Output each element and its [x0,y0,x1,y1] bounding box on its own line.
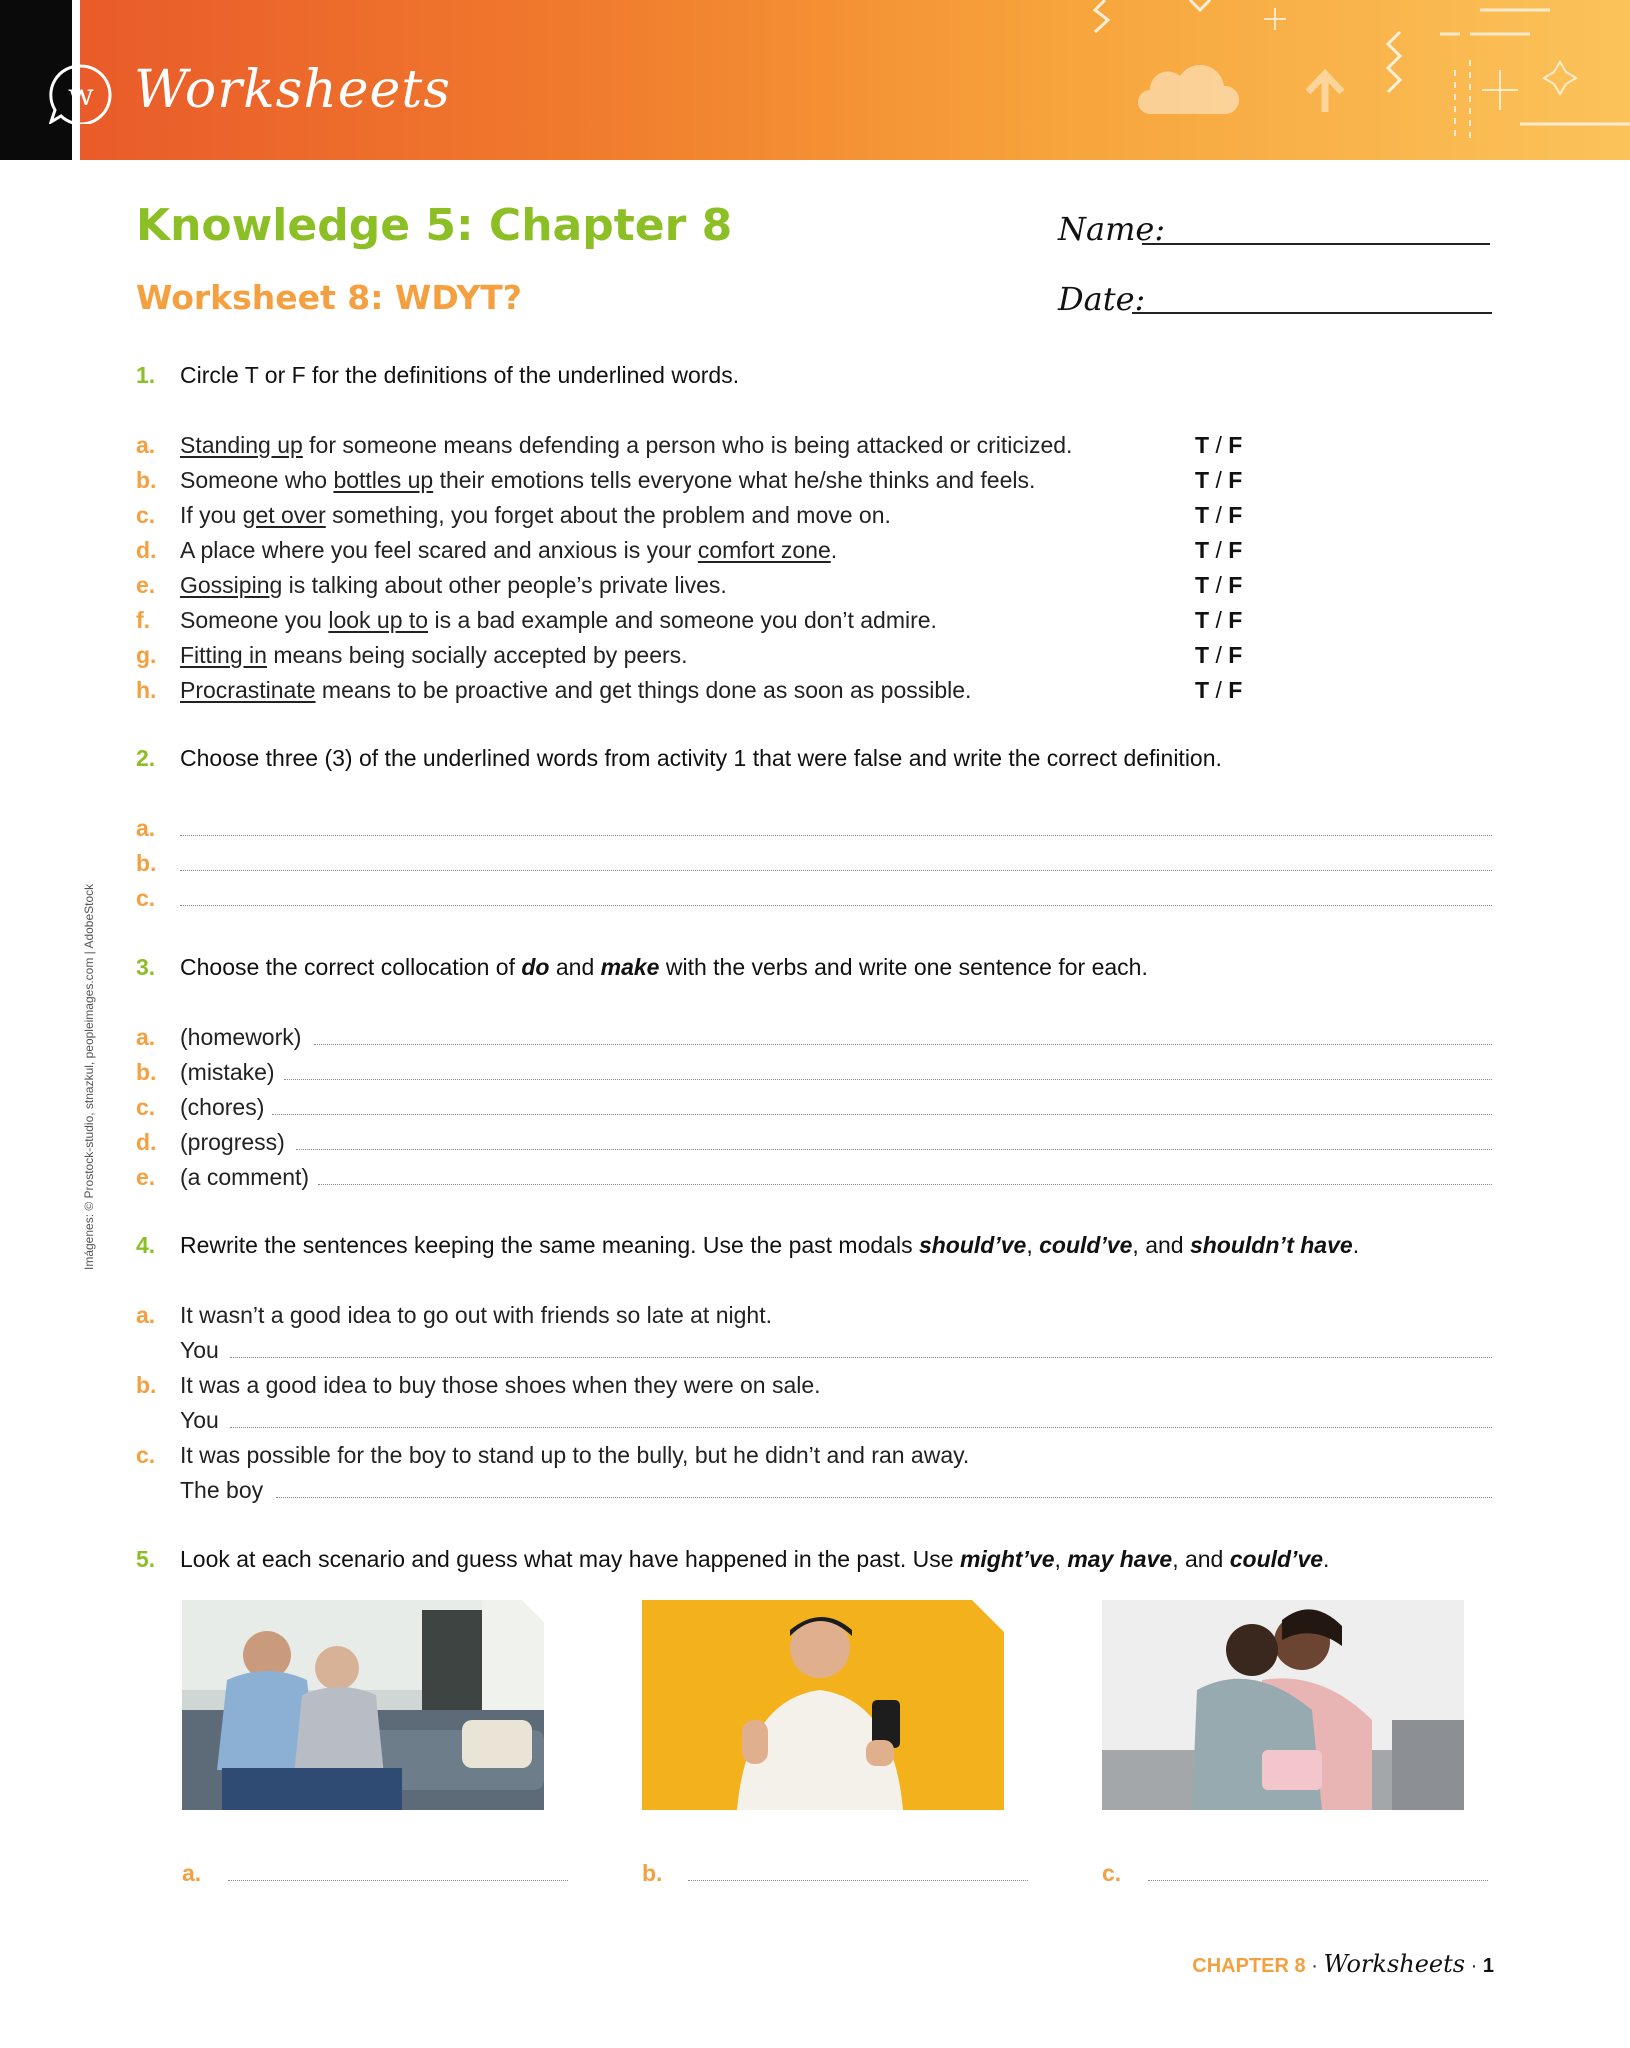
true-false-choice[interactable]: T / F [1195,572,1243,598]
answer-line[interactable] [272,1114,1492,1115]
item-letter: f. [136,607,151,633]
verb-prompt: (a comment) [180,1164,310,1190]
true-option[interactable]: T [1195,677,1210,703]
statement-text: Someone you look up to is a bad example and someone you don’t admire. [180,607,937,633]
footer-chapter: CHAPTER 8 [1192,1955,1306,1977]
scenario-photo-hugging-couple [1102,1600,1464,1810]
true-false-choice[interactable]: T / F [1195,467,1243,493]
answer-line[interactable] [180,905,1492,906]
sentence-starter: The boy [180,1477,264,1503]
statement-text: A place where you feel scared and anxious is your comfort zone. [180,537,838,563]
question-3-text: Choose the correct collocation of do and make with the verbs and write one sentence for each. [180,954,1148,980]
scenario-photo-elderly-couple [182,1600,544,1810]
answer-line[interactable] [180,870,1492,871]
underlined-word: get over [242,502,326,528]
true-false-choice[interactable]: T / F [1195,677,1243,703]
true-option[interactable]: T [1195,642,1210,668]
verb-prompt: (mistake) [180,1059,275,1085]
underlined-word: Procrastinate [180,677,316,703]
brand-title: Worksheets [134,60,451,120]
true-option[interactable]: T [1195,502,1210,528]
answer-line[interactable] [688,1880,1028,1881]
false-option[interactable]: F [1228,467,1243,493]
item-letter: c. [136,885,156,911]
date-field[interactable] [1132,312,1492,314]
false-option[interactable]: F [1228,537,1243,563]
original-sentence: It wasn’t a good idea to go out with friends so late at night. [180,1302,772,1328]
question-5-text: Look at each scenario and guess what may have happened in the past. Use might’ve, may have, and could’ve. [180,1546,1330,1572]
page-title: Knowledge 5: Chapter 8 [136,200,733,251]
item-letter: a. [136,815,156,841]
item-letter: b. [136,850,157,876]
question-number: 1. [136,362,156,388]
original-sentence: It was possible for the boy to stand up to the bully, but he didn’t and ran away. [180,1442,970,1468]
false-option[interactable]: F [1228,572,1243,598]
item-letter: d. [136,1129,157,1155]
underlined-word: Gossiping [180,572,283,598]
statement-text: Standing up for someone means defending a person who is being attacked or criticized. [180,432,1073,458]
question-number: 3. [136,954,156,980]
name-field[interactable] [1142,243,1490,245]
false-option[interactable]: F [1228,642,1243,668]
answer-line[interactable] [180,835,1492,836]
item-letter: b. [136,1372,157,1398]
item-letter: e. [136,1164,156,1190]
answer-line[interactable] [318,1184,1492,1185]
sentence-starter: You [180,1337,219,1363]
answer-line[interactable] [314,1044,1492,1045]
underlined-word: Fitting in [180,642,267,668]
true-false-choice[interactable]: T / F [1195,642,1243,668]
statement-text: Fitting in means being socially accepted by peers. [180,642,688,668]
worksheet-subtitle: Worksheet 8: WDYT? [136,278,522,317]
true-false-choice[interactable]: T / F [1195,537,1243,563]
statement-text: Gossiping is talking about other people’s private lives. [180,572,727,598]
scenario-photo-excited-man [642,1600,1004,1810]
true-option[interactable]: T [1195,467,1210,493]
item-letter: b. [136,467,157,493]
true-option[interactable]: T [1195,537,1210,563]
true-false-choice[interactable]: T / F [1195,432,1243,458]
underlined-word: look up to [328,607,429,633]
answer-line[interactable] [276,1497,1492,1498]
item-letter: a. [136,432,156,458]
underlined-word: comfort zone [697,537,831,563]
page-number: 1 [1482,1955,1494,1977]
verb-prompt: (chores) [180,1094,265,1120]
item-letter: a. [136,1302,156,1328]
answer-line[interactable] [228,1880,568,1881]
false-option[interactable]: F [1228,607,1243,633]
question-number: 2. [136,745,156,771]
true-false-choice[interactable]: T / F [1195,502,1243,528]
question-1-text: Circle T or F for the definitions of the underlined words. [180,362,740,388]
answer-line[interactable] [230,1427,1492,1428]
item-letter: c. [1102,1860,1122,1886]
question-number: 5. [136,1546,156,1572]
question-4-text: Rewrite the sentences keeping the same meaning. Use the past modals should’ve, could’ve, and shouldn’t have. [180,1232,1360,1258]
date-label: Date: [1058,280,1146,318]
verb-prompt: (progress) [180,1129,285,1155]
item-letter: h. [136,677,157,703]
logo-letter: w [68,78,94,113]
false-option[interactable]: F [1228,432,1243,458]
answer-line[interactable] [230,1357,1492,1358]
underlined-word: bottles up [333,467,434,493]
question-number: 4. [136,1232,156,1258]
item-letter: b. [136,1059,157,1085]
sentence-starter: You [180,1407,219,1433]
item-letter: e. [136,572,156,598]
answer-line[interactable] [1148,1880,1488,1881]
verb-prompt: (homework) [180,1024,302,1050]
item-letter: g. [136,642,157,668]
answer-line[interactable] [296,1149,1492,1150]
true-option[interactable]: T [1195,607,1210,633]
item-letter: c. [136,502,156,528]
image-credit: Imágenes: © Prostock-studio, stnazkul, peopleimages.com | AdobeStock [82,883,96,1270]
decorative-doodles [1090,0,1630,160]
item-letter: c. [136,1442,156,1468]
name-label: Name: [1058,210,1166,248]
item-letter: b. [642,1860,663,1886]
true-option[interactable]: T [1195,572,1210,598]
question-2-text: Choose three (3) of the underlined words from activity 1 that were false and write the correct definition. [180,745,1222,771]
answer-line[interactable] [284,1079,1492,1080]
statement-text: Procrastinate means to be proactive and get things done as soon as possible. [180,677,972,703]
logo-icon [44,62,118,124]
item-letter: d. [136,537,157,563]
underlined-word: Standing up [180,432,303,458]
page-footer: CHAPTER 8 · Worksheets · 1 [1192,1950,1494,1978]
footer-brand: Worksheets [1323,1950,1466,1978]
true-false-choice[interactable]: T / F [1195,607,1243,633]
true-option[interactable]: T [1195,432,1210,458]
statement-text: Someone who bottles up their emotions tells everyone what he/she thinks and feels. [180,467,1036,493]
false-option[interactable]: F [1228,677,1243,703]
item-letter: c. [136,1094,156,1120]
item-letter: a. [182,1860,202,1886]
statement-text: If you get over something, you forget about the problem and move on. [180,502,891,528]
item-letter: a. [136,1024,156,1050]
false-option[interactable]: F [1228,502,1243,528]
original-sentence: It was a good idea to buy those shoes when they were on sale. [180,1372,821,1398]
